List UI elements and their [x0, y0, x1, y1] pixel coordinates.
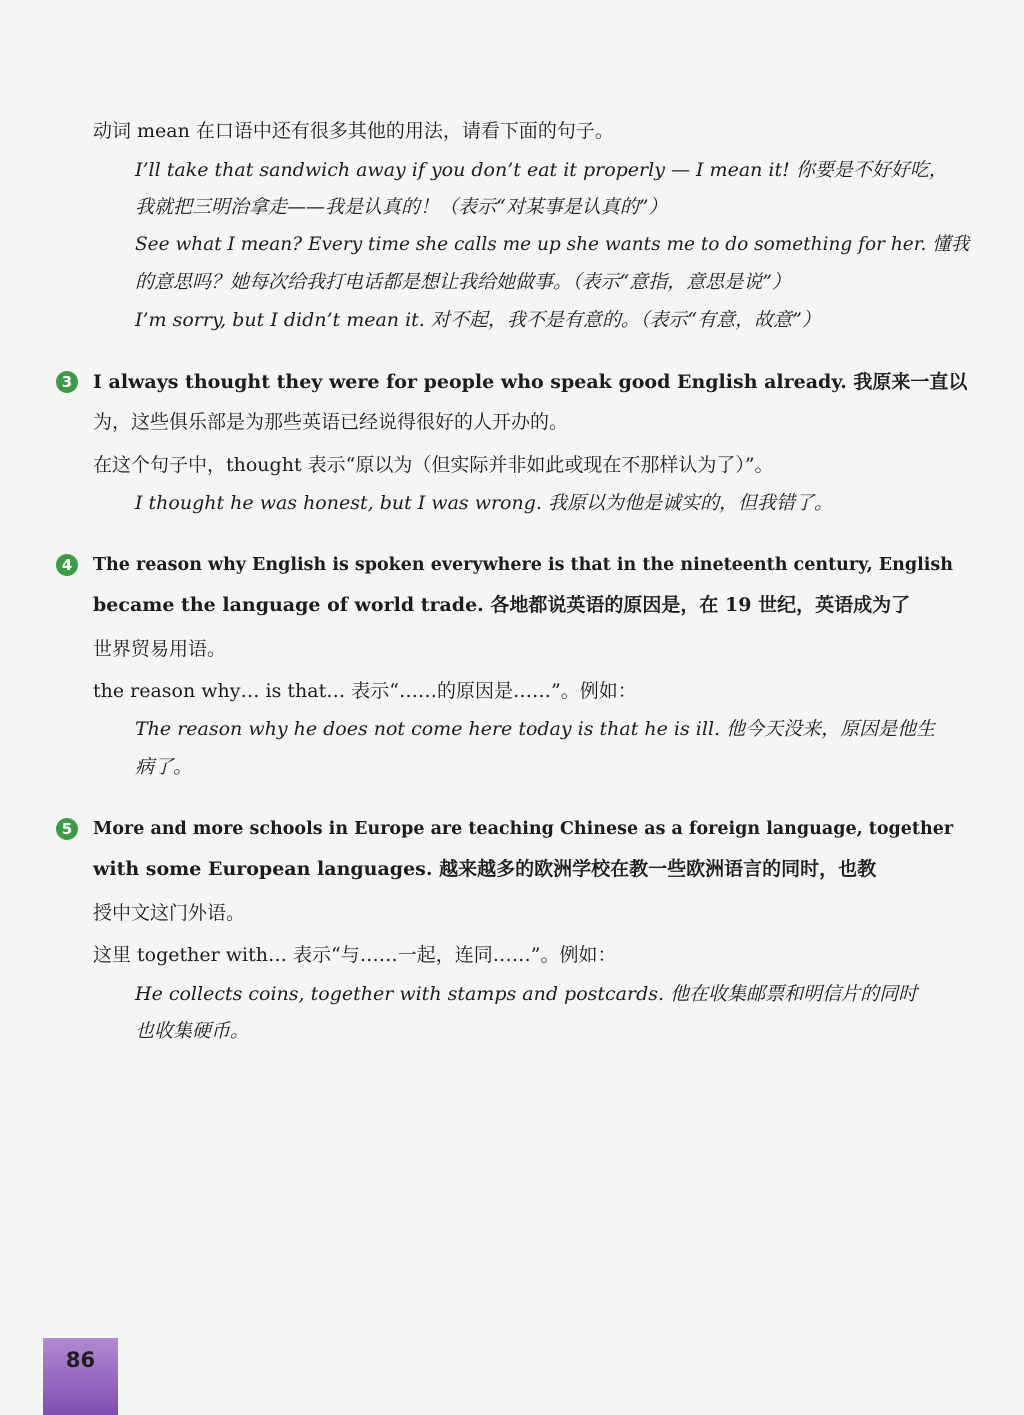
note-number-4: 4 [56, 554, 78, 576]
note5-heading-line2: with some European languages. 越来越多的欧洲学校在教一些欧洲语言的同时，也教 [93, 858, 877, 880]
note4-explanation: the reason why… is that… 表示“……的原因是……”。例如： [93, 680, 637, 702]
note-number-5: 5 [56, 818, 78, 840]
mean-example-1: I’ll take that sandwich away if you don’t eat it properly — I mean it! 你要是不好好吃， [135, 159, 948, 181]
intro-text: 动词 mean 在口语中还有很多其他的用法，请看下面的句子。 [93, 120, 614, 142]
note3-example: I thought he was honest, but I was wrong. 我原以为他是诚实的，但我错了。 [135, 492, 833, 514]
note4-example-line2: 病了。 [135, 756, 193, 778]
note5-example-line1: He collects coins, together with stamps and postcards. 他在收集邮票和明信片的同时 [135, 983, 918, 1005]
note-number-3: 3 [56, 371, 78, 393]
note3-heading-line2: 为，这些俱乐部是为那些英语已经说得很好的人开办的。 [93, 411, 569, 433]
page-number: 86 [65, 1348, 96, 1372]
note4-heading-line2: became the language of world trade. 各地都说英语的原因是，在 19 世纪，英语成为了 [93, 594, 911, 616]
mean-example-4: 的意思吗？她每次给我打电话都是想让我给她做事。（表示“意指，意思是说”） [135, 271, 791, 293]
note3-heading-line1: I always thought they were for people who speak good English already. 我原来一直以 [93, 371, 968, 393]
note4-heading-line3: 世界贸易用语。 [93, 638, 227, 660]
note4-heading-line1: The reason why English is spoken everywhere is that in the nineteenth century, English [93, 555, 953, 575]
mean-example-3: See what I mean? Every time she calls me up she wants me to do something for her. 懂我 [135, 234, 970, 255]
page-number-tab [43, 1338, 118, 1415]
mean-example-2: 我就把三明治拿走——我是认真的！（表示“对某事是认真的”） [135, 196, 668, 218]
note5-explanation: 这里 together with… 表示“与……一起，连同……”。例如： [93, 944, 617, 966]
note4-example-line1: The reason why he does not come here today is that he is ill. 他今天没来，原因是他生 [135, 718, 936, 740]
note5-heading-line1: More and more schools in Europe are teaching Chinese as a foreign language, together [93, 819, 954, 839]
mean-example-5: I’m sorry, but I didn’t mean it. 对不起，我不是有意的。（表示“有意，故意”） [135, 309, 821, 331]
note5-example-line2: 也收集硬币。 [135, 1020, 250, 1042]
note3-explanation: 在这个句子中，thought 表示“原以为（但实际并非如此或现在不那样认为了）”。 [93, 454, 774, 476]
note5-heading-line3: 授中文这门外语。 [93, 902, 246, 924]
